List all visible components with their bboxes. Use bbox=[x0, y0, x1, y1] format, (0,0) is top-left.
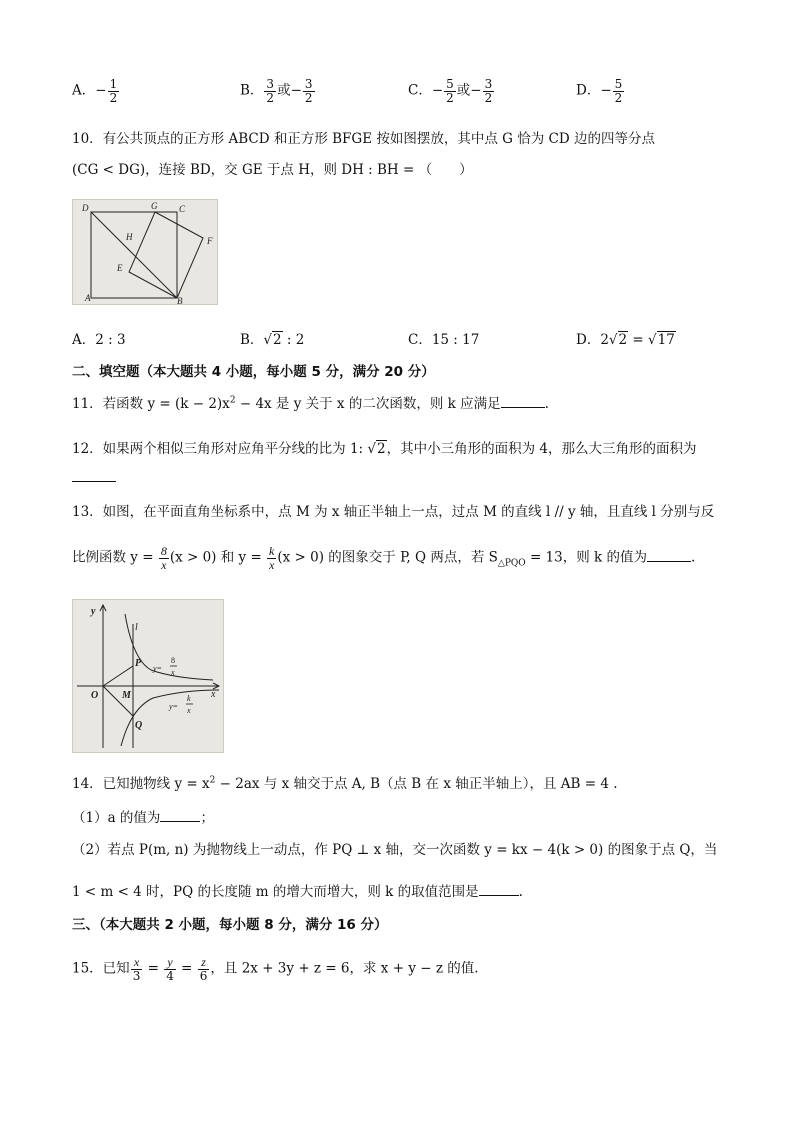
section-heading-3: 三、（本大题共 2 小题，每小题 8 分，满分 16 分） bbox=[72, 917, 388, 933]
q13-figure bbox=[72, 599, 224, 753]
fraction: $\frac{3}{2}$ bbox=[484, 77, 493, 105]
label-x: x bbox=[211, 689, 216, 700]
q9-option-d: D．− $\frac{5}{2}$ bbox=[576, 77, 623, 105]
curve-label-1-den: x bbox=[171, 668, 175, 677]
q14-stem: 14．已知抛物线 $y = x^2 - 2ax$ 与 x 轴交于点 A, B（点 B 在 x 轴正半轴上），且 AB = 4 . bbox=[72, 775, 618, 792]
answer-blank bbox=[479, 894, 519, 896]
label-h: H bbox=[126, 232, 133, 242]
fraction: $\frac{5}{2}$ bbox=[446, 77, 454, 105]
label-y: y bbox=[91, 606, 96, 617]
square-diagram bbox=[73, 200, 217, 304]
coordinate-graph bbox=[73, 600, 223, 752]
label-g: G bbox=[151, 201, 158, 211]
answer-blank bbox=[72, 481, 116, 482]
q11: 11．若函数 $y = (k - 2)x^2 - 4x$ 是 y 关于 x 的二次函数，则 k 应满足 . bbox=[72, 395, 549, 412]
square-bfge bbox=[129, 212, 203, 298]
q10-line2: (CG < DG)，连接 BD，交 GE 于点 H，则 DH : BH = （ ） bbox=[72, 162, 473, 178]
curve-8-over-x bbox=[125, 614, 213, 680]
curve-label-2-den: x bbox=[187, 706, 191, 715]
fraction: $\frac{1}{2}$ bbox=[109, 77, 118, 105]
answer-blank bbox=[160, 820, 200, 822]
option-label: A． bbox=[72, 82, 96, 99]
q9-option-c: C．− $\frac{5}{2}$ 或− $\frac{3}{2}$ bbox=[408, 77, 493, 105]
q13-line1: 13．如图，在平面直角坐标系中，点 M 为 x 轴正半轴上一点，过点 M 的直线 l // y 轴，且直线 l 分别与反 bbox=[72, 504, 715, 520]
label-b: B bbox=[177, 296, 183, 304]
curve-label-1: y= bbox=[153, 664, 162, 673]
q10-option-c: C．15 : 17 bbox=[408, 332, 480, 348]
q10-option-b: B．√2 : 2 bbox=[240, 332, 305, 348]
fraction: $\frac{5}{2}$ bbox=[614, 77, 623, 105]
label-a: A bbox=[85, 293, 91, 303]
fraction: $\frac{3}{2}$ bbox=[304, 77, 313, 105]
option-label: C． bbox=[408, 82, 432, 99]
segment-op bbox=[103, 666, 133, 686]
fraction: $\frac{3}{2}$ bbox=[266, 77, 275, 105]
q15: 15．已知 $\frac{x}{3}$ = $\frac{y}{4}$ = $\frac{z}{6}$ ，且 2x + 3y + z = 6，求 x + y − z 的值. bbox=[72, 955, 479, 983]
q9-option-a: A．− $\frac{1}{2}$ bbox=[72, 77, 118, 105]
label-q: Q bbox=[135, 720, 143, 731]
curve-label-1-num: 8 bbox=[171, 656, 175, 665]
label-d: D bbox=[82, 203, 89, 213]
curve-label-2: y= bbox=[169, 702, 178, 711]
q12: 12．如果两个相似三角形对应角平分线的比为 1: √2，其中小三角形的面积为 4，那么大三角形的面积为 bbox=[72, 441, 697, 457]
answer-blank bbox=[501, 406, 545, 408]
q14-part2-cont: 1 < m < 4 时，PQ 的长度随 m 的增大而增大，则 k 的取值范围是 . bbox=[72, 884, 523, 900]
q14-part2: （2）若点 P(m, n) 为抛物线上一动点，作 PQ ⊥ x 轴，交一次函数 y = kx − 4(k > 0) 的图象于点 Q，当 bbox=[72, 842, 718, 858]
curve-label-2-num: k bbox=[187, 694, 191, 703]
curve-k-over-x bbox=[121, 690, 219, 746]
q13-line2: 比例函数 y = $\frac{8}{x}$ (x > 0) 和 y = $\frac{k}{x}$ (x > 0) 的图象交于 P, Q 两点，若 $S_{\triangle PQO} = 13$，则 k 的值为 . bbox=[72, 544, 696, 572]
label-f: F bbox=[207, 236, 213, 246]
q10-line1: 10．有公共顶点的正方形 ABCD 和正方形 BFGE 按如图摆放，其中点 G 恰为 CD 边的四等分点 bbox=[72, 131, 655, 147]
option-label: B． bbox=[240, 82, 264, 99]
q10-option-a: A．2 : 3 bbox=[72, 332, 126, 348]
label-m: M bbox=[122, 690, 131, 701]
section-heading-fill-in: 二、填空题（本大题共 4 小题，每小题 5 分，满分 20 分） bbox=[72, 364, 435, 380]
diagonal-bd bbox=[91, 212, 177, 298]
q10-option-d: D．2√2 = √17 bbox=[576, 332, 675, 348]
label-e: E bbox=[117, 263, 123, 273]
option-label: D． bbox=[576, 82, 601, 99]
q14-part1: （1）a 的值为 ； bbox=[72, 810, 214, 826]
label-p: P bbox=[135, 658, 142, 669]
q9-option-b: B． $\frac{3}{2}$ 或− $\frac{3}{2}$ bbox=[240, 77, 313, 105]
label-o: O bbox=[91, 690, 99, 701]
label-l: l bbox=[135, 622, 138, 633]
q10-figure bbox=[72, 199, 218, 305]
answer-blank bbox=[647, 560, 691, 562]
label-c: C bbox=[179, 204, 186, 214]
